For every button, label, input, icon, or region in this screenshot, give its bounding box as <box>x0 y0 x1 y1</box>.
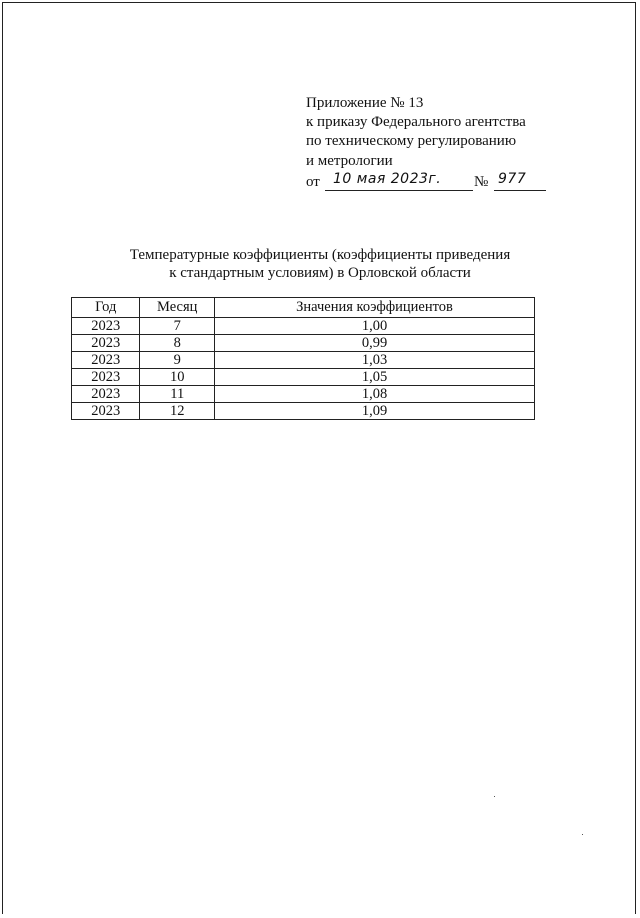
title-line-2: к стандартным условиям) в Орловской области <box>169 265 471 281</box>
cell-month: 10 <box>140 369 215 386</box>
cell-year: 2023 <box>72 386 140 403</box>
cell-coefficient: 1,05 <box>215 369 535 386</box>
cell-month: 11 <box>140 386 215 403</box>
cell-month: 8 <box>140 335 215 352</box>
table-row <box>72 318 535 335</box>
cell-year: 2023 <box>72 403 140 420</box>
header-year: Год <box>72 298 140 318</box>
cell-coefficient: 1,08 <box>215 386 535 403</box>
order-date-number <box>306 170 546 194</box>
cell-coefficient: 1,00 <box>215 318 535 335</box>
appendix-order-ref-end: и метрологии <box>306 152 393 169</box>
cell-year: 2023 <box>72 318 140 335</box>
number-label: № <box>474 174 489 190</box>
appendix-number: Приложение № 13 <box>306 95 424 111</box>
order-date-handwritten: 10 мая 2023г. <box>333 171 442 187</box>
coefficients-table <box>71 297 535 420</box>
appendix-order-ref: к приказу Федерального агентства <box>306 114 526 131</box>
order-number-field <box>494 170 546 191</box>
header-coefficient-values: Значения коэффициентов <box>215 298 535 318</box>
cell-year: 2023 <box>72 352 140 369</box>
title-line-1: Температурные коэффициенты (коэффициенты приведения <box>129 247 511 263</box>
cell-year: 2023 <box>72 335 140 352</box>
order-date-field <box>325 170 473 191</box>
appendix-header <box>306 94 526 171</box>
cell-coefficient: 0,99 <box>215 335 535 352</box>
document-title <box>0 246 640 282</box>
table-row <box>72 386 535 403</box>
header-month: Месяц <box>140 298 215 318</box>
cell-month: 12 <box>140 403 215 420</box>
cell-coefficient: 1,09 <box>215 403 535 420</box>
table-header-row <box>72 298 535 318</box>
cell-month: 7 <box>140 318 215 335</box>
cell-year: 2023 <box>72 369 140 386</box>
cell-month: 9 <box>140 352 215 369</box>
cell-coefficient: 1,03 <box>215 352 535 369</box>
appendix-order-ref-cont: по техническому регулированию <box>306 133 517 150</box>
order-number-handwritten: 977 <box>498 171 527 187</box>
from-label: от <box>306 174 320 190</box>
scan-speck <box>582 834 583 835</box>
table-row <box>72 403 535 420</box>
table-row <box>72 335 535 352</box>
table-row <box>72 352 535 369</box>
scan-speck <box>494 796 495 797</box>
table-row <box>72 369 535 386</box>
